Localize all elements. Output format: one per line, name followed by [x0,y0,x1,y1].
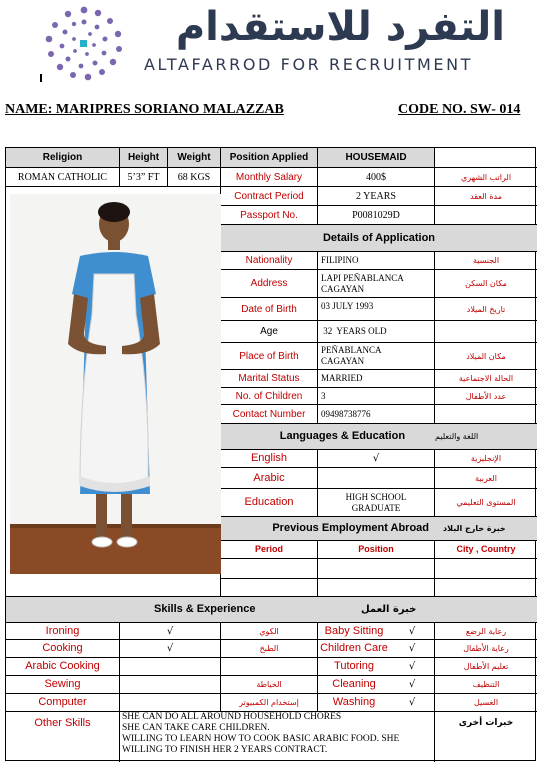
other-skills-line: WILLING TO LEARN HOW TO COOK BASIC ARABIC FOOD. SHE [122,734,400,744]
languages-title-arabic: اللغة والتعليم [435,432,479,441]
skill-sewing-label: Sewing [6,676,120,694]
skill-sewing-check [120,676,221,694]
employment-title: Previous Employment Abroad [272,522,430,534]
age-value: 32 YEARS OLD [318,321,435,343]
skill-cooking-label: Cooking [6,640,120,658]
children-value: 3 [318,388,435,405]
skill-tutoring-check: √ [390,658,435,676]
marital-status-arabic: الحالة الاجتماعية [435,370,537,388]
skills-section-header [6,597,537,623]
arabic-arabic: العربية [435,468,537,489]
divider [40,74,42,82]
skill-arabic-cooking-check [120,658,221,676]
city-country-column-header: City , Country [435,541,537,559]
skill-ironing-check: √ [120,623,221,640]
skill-ironing-label: Ironing [6,623,120,640]
address-label: Address [221,270,318,298]
contact-number-value: 09498738776 [318,405,435,424]
nationality-label: Nationality [221,252,318,270]
skill-computer-label: Computer [6,694,120,712]
nationality-value: FILIPINO [318,252,435,270]
skill-baby-sitting-arabic: رعاية الرضع [435,623,537,640]
marital-status-value: MARRIED [318,370,435,388]
position-column-header: Position [318,541,435,559]
candidate-name: NAME: MARIPRES SORIANO MALAZZAB [5,102,284,117]
place-of-birth-label: Place of Birth [221,343,318,370]
other-skills-line: WILLING TO FINISH HER 2 YEARS CONTRACT. [122,745,328,755]
skill-washing-label: Washing [318,694,390,712]
skill-computer-check [120,694,221,712]
cv-table [5,147,536,761]
height-header: Height [120,148,168,168]
religion-value: ROMAN CATHOLIC [6,168,120,187]
education-value: HIGH SCHOOL GRADUATE [318,489,435,517]
skill-cooking-check: √ [120,640,221,658]
languages-title: Languages & Education [279,430,406,442]
date-of-birth-arabic: تاريخ الميلاد [435,298,537,321]
age-arabic [435,321,537,343]
employment-row-cell [221,579,318,597]
candidate-photo [10,194,221,574]
skill-tutoring-label: Tutoring [318,658,390,676]
education-label: Education [221,489,318,517]
arabic-check [318,468,435,489]
skill-arabic-cooking-arabic [221,658,318,676]
marital-status-label: Marital Status [221,370,318,388]
employment-row-cell [435,579,537,597]
candidate-code: CODE NO. SW- 014 [398,102,521,117]
skill-baby-sitting-label: Baby Sitting [318,623,390,640]
skill-children-care-label: Children Care [318,640,390,658]
other-skills-arabic: خبرات أخرى [458,718,514,728]
employment-section-header [221,517,537,541]
skills-title-arabic: خبرة العمل [361,604,417,615]
employment-row-cell [221,559,318,579]
passport-label: Passport No. [221,206,318,225]
age-label: Age [221,321,318,343]
skill-washing-check: √ [390,694,435,712]
skill-children-care-arabic: رعاية الأطفال [435,640,537,658]
education-arabic: المستوى التعليمي [435,489,537,517]
weight-value: 68 KGS [168,168,221,187]
other-skills-line: SHE CAN DO ALL AROUND HOUSEHOLD CHORES [122,712,342,722]
skill-children-care-check: √ [390,640,435,658]
date-of-birth-value: 03 JULY 1993 [318,298,435,321]
skill-cleaning-arabic: التنظيف [435,676,537,694]
date-of-birth-label: Date of Birth [221,298,318,321]
children-arabic: عدد الأطفال [435,388,537,405]
empty-cell [435,148,537,168]
skill-cleaning-label: Cleaning [318,676,390,694]
contract-period-arabic: مدة العقد [435,187,537,206]
languages-section-header [221,424,537,450]
contract-period-value: 2 YEARS [318,187,435,206]
skill-cleaning-check: √ [390,676,435,694]
skill-arabic-cooking-label: Arabic Cooking [6,658,120,676]
nationality-arabic: الجنسية [435,252,537,270]
skill-tutoring-arabic: تعليم الأطفال [435,658,537,676]
employment-row-cell [318,579,435,597]
english-check: √ [318,450,435,468]
religion-header: Religion [6,148,120,168]
employment-row-cell [318,559,435,579]
period-column-header: Period [221,541,318,559]
details-section-header: Details of Application [221,225,537,252]
brand-name-arabic: التفرد للاستقدام [175,4,505,50]
skills-title: Skills & Experience [154,603,256,615]
children-label: No. of Children [221,388,318,405]
other-skills-text [120,712,435,762]
monthly-salary-arabic: الراتب الشهري [435,168,537,187]
monthly-salary-value: 400$ [318,168,435,187]
skill-computer-arabic: إستخدام الكمبيوتر [221,694,318,712]
passport-arabic [435,206,537,225]
contract-period-label: Contract Period [221,187,318,206]
contact-number-label: Contact Number [221,405,318,424]
address-value: LAPI PEÑABLANCA CAGAYAN [318,270,435,298]
address-arabic: مكان السكن [435,270,537,298]
contact-number-arabic [435,405,537,424]
weight-header: Weight [168,148,221,168]
arabic-label: Arabic [221,468,318,489]
skill-ironing-arabic: الكوي [221,623,318,640]
brand-name-english: ALTAFARROD FOR RECRUITMENT [144,55,474,74]
position-applied-header: Position Applied [221,148,318,168]
skill-washing-arabic: الغسيل [435,694,537,712]
other-skills-line: SHE CAN TAKE CARE CHILDREN. [122,723,270,733]
employment-title-arabic: خبرة خارج البلاد [443,524,506,533]
place-of-birth-arabic: مكان الميلاد [435,343,537,370]
skill-sewing-arabic: الخياطة [221,676,318,694]
passport-value: P0081029D [318,206,435,225]
place-of-birth-value: PEÑABLANCA CAGAYAN [318,343,435,370]
english-arabic: الإنجليزية [435,450,537,468]
other-skills-label: Other Skills [6,712,120,762]
monthly-salary-label: Monthly Salary [221,168,318,187]
employment-row-cell [435,559,537,579]
skill-cooking-arabic: الطبخ [221,640,318,658]
english-label: English [221,450,318,468]
company-logo [38,4,130,84]
position-value: HOUSEMAID [318,148,435,168]
height-value: 5’3” FT [120,168,168,187]
skill-baby-sitting-check: √ [390,623,435,640]
